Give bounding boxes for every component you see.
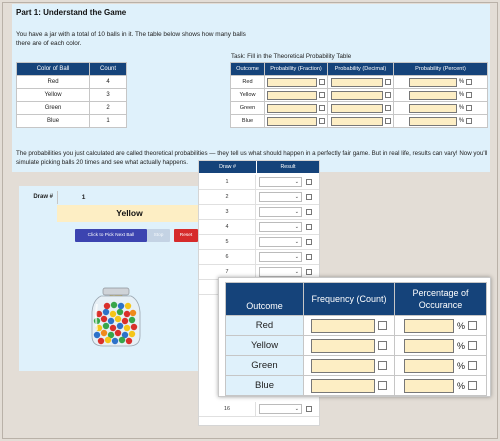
percentage-cell (395, 336, 487, 356)
result-checkbox[interactable] (306, 224, 312, 230)
prob-header-decimal: Probability (Decimal) (328, 63, 394, 76)
decimal-cell (328, 102, 394, 115)
prob-header-outcome: Outcome (231, 63, 265, 76)
decimal-check-checkbox[interactable] (385, 105, 391, 111)
table-row (231, 89, 488, 102)
frequency-check-checkbox[interactable] (378, 341, 387, 350)
frequency-input[interactable] (311, 359, 375, 373)
freq-outcome-cell: Yellow (226, 336, 304, 356)
decimal-cell (328, 89, 394, 102)
result-checkbox[interactable] (306, 179, 312, 185)
count-color-cell: Blue (17, 115, 90, 128)
result-select[interactable] (259, 237, 302, 247)
chevron-down-icon: ⌄ (294, 406, 299, 412)
percentage-check-checkbox[interactable] (468, 321, 477, 330)
frequency-cell (304, 356, 395, 376)
draw-row-number: 4 (199, 220, 256, 235)
result-checkbox[interactable] (306, 254, 312, 260)
chevron-down-icon: ⌄ (294, 239, 299, 245)
frequency-cell (304, 376, 395, 396)
table-row (17, 115, 127, 128)
result-select[interactable] (259, 404, 302, 414)
count-color-cell: Red (17, 76, 90, 89)
percent-input[interactable] (409, 104, 457, 113)
percentage-check-checkbox[interactable] (468, 361, 477, 370)
result-checkbox[interactable] (306, 269, 312, 275)
frequency-check-checkbox[interactable] (378, 361, 387, 370)
table-row (17, 76, 127, 89)
table-row (17, 102, 127, 115)
percent-cell (394, 102, 488, 115)
percentage-input[interactable] (404, 339, 454, 353)
list-item (199, 205, 319, 220)
decimal-input[interactable] (331, 91, 383, 100)
decimal-cell (328, 76, 394, 89)
chevron-down-icon: ⌄ (294, 209, 299, 215)
count-value-cell: 2 (90, 102, 127, 115)
gumball-jar-icon (87, 286, 145, 348)
fraction-check-checkbox[interactable] (319, 105, 325, 111)
part1-intro: You have a jar with a total of 10 balls in it. The table below shows how many balls there are of each color. (16, 31, 246, 47)
decimal-check-checkbox[interactable] (385, 118, 391, 124)
percentage-check-checkbox[interactable] (468, 341, 477, 350)
result-select[interactable] (259, 252, 302, 262)
table-row (226, 376, 487, 396)
list-item (199, 175, 319, 190)
table-row (226, 336, 487, 356)
result-checkbox[interactable] (306, 406, 312, 412)
theoretical-probability-table (230, 62, 488, 128)
percent-input[interactable] (409, 117, 457, 126)
fraction-input[interactable] (267, 91, 317, 100)
freq-header-outcome: Outcome (226, 283, 304, 316)
percent-symbol: % (458, 92, 465, 98)
count-color-cell: Yellow (17, 89, 90, 102)
result-checkbox[interactable] (306, 209, 312, 215)
chevron-down-icon: ⌄ (294, 254, 299, 260)
frequency-check-checkbox[interactable] (378, 381, 387, 390)
list-item (199, 220, 319, 235)
draw-row-number: 1 (199, 175, 256, 190)
draw-row-number: 7 (199, 265, 256, 280)
prob-header-percent: Probability (Percent) (394, 63, 488, 76)
percent-check-checkbox[interactable] (466, 118, 472, 124)
chevron-down-icon: ⌄ (294, 179, 299, 185)
freq-header-row (226, 283, 487, 316)
percentage-cell (395, 316, 487, 336)
result-select[interactable] (259, 192, 302, 202)
draw-label: Draw # (33, 194, 53, 200)
result-header: Result (257, 161, 319, 173)
percent-symbol: % (458, 79, 465, 85)
decimal-cell (328, 115, 394, 128)
draw-row-number: 2 (199, 190, 256, 205)
percent-cell (394, 76, 488, 89)
freq-outcome-cell: Blue (226, 376, 304, 396)
list-item (199, 250, 319, 265)
experimental-frequency-table (225, 282, 487, 396)
percent-input[interactable] (409, 91, 457, 100)
prob-outcome-cell: Blue (231, 115, 265, 128)
draw-number-header: Draw # (199, 161, 256, 173)
fraction-input[interactable] (267, 117, 317, 126)
list-item (199, 402, 319, 417)
count-header-count: Count (90, 63, 127, 76)
result-checkbox[interactable] (306, 239, 312, 245)
result-select[interactable] (259, 207, 302, 217)
percent-check-checkbox[interactable] (466, 79, 472, 85)
percent-symbol: % (456, 320, 465, 331)
pick-next-ball-button[interactable]: Click to Pick Next Ball (75, 229, 147, 242)
frequency-cell (304, 336, 395, 356)
table-row (231, 115, 488, 128)
percentage-check-checkbox[interactable] (468, 381, 477, 390)
draw-row-number: 5 (199, 235, 256, 250)
table-row (226, 316, 487, 336)
prob-outcome-cell: Red (231, 76, 265, 89)
result-select[interactable] (259, 267, 302, 277)
part1-panel (12, 4, 490, 172)
fraction-cell (265, 76, 328, 89)
draw-row-number: 6 (199, 250, 256, 265)
percent-input[interactable] (409, 78, 457, 87)
percent-symbol: % (456, 380, 465, 391)
frequency-cell (304, 316, 395, 336)
percentage-input[interactable] (404, 319, 454, 333)
freq-header-percentage: Percentage of Occurance (395, 283, 487, 316)
draw-number: 1 (57, 191, 109, 204)
fraction-cell (265, 115, 328, 128)
frequency-input[interactable] (311, 319, 375, 333)
draw-row-number: 16 (199, 402, 256, 417)
count-value-cell: 4 (90, 76, 127, 89)
fraction-check-checkbox[interactable] (319, 118, 325, 124)
count-header-color: Color of Ball (17, 63, 90, 76)
percent-cell (394, 115, 488, 128)
freq-outcome-cell: Red (226, 316, 304, 336)
decimal-check-checkbox[interactable] (385, 79, 391, 85)
percent-cell (394, 89, 488, 102)
result-select[interactable] (259, 177, 302, 187)
task-label: Task: Fill in the Theoretical Probability Table (231, 53, 352, 60)
percent-check-checkbox[interactable] (466, 105, 472, 111)
prob-outcome-cell: Yellow (231, 89, 265, 102)
decimal-input[interactable] (331, 78, 383, 87)
list-item (199, 190, 319, 205)
table-row (226, 356, 487, 376)
decimal-input[interactable] (331, 104, 383, 113)
ball-picker-simulator (19, 186, 202, 371)
frequency-input[interactable] (311, 339, 375, 353)
pick-result: Yellow (57, 205, 202, 222)
stop-button[interactable]: Stop (147, 229, 170, 242)
result-select[interactable] (259, 222, 302, 232)
frequency-table-panel (218, 277, 491, 397)
frequency-check-checkbox[interactable] (378, 321, 387, 330)
percentage-input[interactable] (404, 379, 454, 393)
decimal-input[interactable] (331, 117, 383, 126)
percent-symbol: % (458, 118, 465, 124)
chevron-down-icon: ⌄ (294, 224, 299, 230)
decimal-check-checkbox[interactable] (385, 92, 391, 98)
fraction-cell (265, 102, 328, 115)
table-row (231, 76, 488, 89)
count-value-cell: 1 (90, 115, 127, 128)
count-header-row (17, 63, 127, 76)
percentage-input[interactable] (404, 359, 454, 373)
percent-symbol: % (456, 340, 465, 351)
count-color-cell: Green (17, 102, 90, 115)
percentage-cell (395, 376, 487, 396)
result-checkbox[interactable] (306, 194, 312, 200)
count-value-cell: 3 (90, 89, 127, 102)
percent-symbol: % (456, 360, 465, 371)
chevron-down-icon: ⌄ (294, 194, 299, 200)
ball-count-table (16, 62, 127, 128)
freq-outcome-cell: Green (226, 356, 304, 376)
percent-check-checkbox[interactable] (466, 92, 472, 98)
draw-row-number: 3 (199, 205, 256, 220)
table-row (17, 89, 127, 102)
fraction-input[interactable] (267, 104, 317, 113)
percent-symbol: % (458, 105, 465, 111)
list-item (199, 235, 319, 250)
prob-outcome-cell: Green (231, 102, 265, 115)
part1-heading: Part 1: Understand the Game (16, 8, 127, 17)
freq-header-count: Frequency (Count) (304, 283, 395, 316)
reset-button[interactable]: Reset (174, 229, 198, 242)
chevron-down-icon: ⌄ (294, 269, 299, 275)
percentage-cell (395, 356, 487, 376)
fraction-check-checkbox[interactable] (319, 92, 325, 98)
prob-header-row (231, 63, 488, 76)
prob-header-fraction: Probability (Fraction) (265, 63, 328, 76)
table-row (231, 102, 488, 115)
frequency-input[interactable] (311, 379, 375, 393)
part1-explanation: The probabilities you just calculated are called theoretical probabilities — they tell us what should happen in a perfectly fair game. But in real life, results can vary! Now you'll simulate picking balls 20 times and see what actually happens. (16, 150, 488, 166)
fraction-check-checkbox[interactable] (319, 79, 325, 85)
fraction-input[interactable] (267, 78, 317, 87)
fraction-cell (265, 89, 328, 102)
